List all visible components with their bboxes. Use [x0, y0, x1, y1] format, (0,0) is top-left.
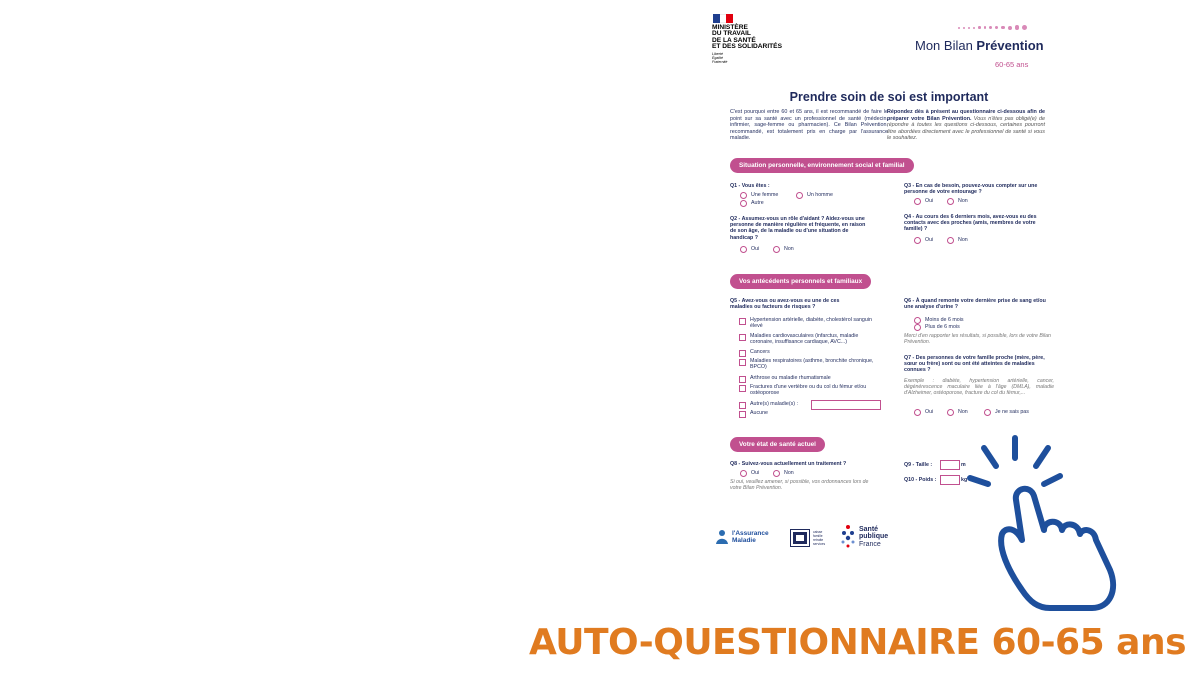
checkbox-icon [739, 376, 746, 383]
radio-icon [914, 409, 921, 416]
q7-option-non[interactable] [947, 409, 968, 416]
option-label: Non [958, 409, 968, 415]
radio-icon [914, 317, 921, 324]
logo-text: l'Assurance [732, 530, 769, 537]
option-label: Un homme [807, 192, 833, 198]
caisse-retraite-logo [790, 529, 825, 547]
radio-icon [773, 246, 780, 253]
option-label: Moins de 6 mois [925, 317, 964, 323]
checkbox-icon [739, 402, 746, 409]
option-label: Autre(s) maladie(s) : [750, 401, 798, 407]
q1-label: Q1 - Vous êtes : [730, 183, 770, 189]
radio-icon [740, 470, 747, 477]
q4-option-oui[interactable] [914, 237, 933, 244]
logo-text: France [859, 540, 881, 548]
q7-option-ne-sais-pas[interactable] [984, 409, 1029, 416]
q4-label: Q4 - Au cours des 6 derniers mois, avez-vous eu des contacts avec des proches (amis, membres de votre famille) ? [904, 214, 1037, 233]
logo-text: caisse [813, 530, 823, 534]
option-label: Oui [925, 198, 934, 204]
q5-other-disease-input[interactable] [811, 400, 881, 410]
ministry-line: DE LA SANTÉ [712, 36, 756, 44]
q3-label: Q3 - En cas de besoin, pouvez-vous compter sur une personne de votre entourage ? [904, 183, 1038, 196]
q5-option-cancers[interactable] [739, 349, 770, 357]
decorative-dots-icon [958, 25, 1027, 30]
q9-label: Q9 - Taille : [904, 462, 933, 468]
assurance-maladie-logo [715, 529, 769, 545]
intro-right [887, 109, 1045, 142]
weight-input[interactable] [940, 475, 960, 485]
document-title: Prendre soin de soi est important [789, 90, 989, 104]
checkbox-icon [739, 359, 746, 366]
q8-option-oui[interactable] [740, 470, 759, 477]
radio-icon [984, 409, 991, 416]
radio-icon [914, 324, 921, 331]
radio-icon [740, 246, 747, 253]
checkbox-icon [739, 350, 746, 357]
q8-option-non[interactable] [773, 470, 794, 477]
ministry-logo [712, 25, 782, 64]
option-label: Maladies cardiovasculaires (infarctus, maladie coronaire, insuffisance cardiaque, AVC...) [750, 333, 859, 345]
q7-example: Exemple : diabète, hypertension artérielle, cancer, dégénérescence maculaire liée à l'âge (DMLA), maladie d'Alzheimer, ostéoporose, fracture du col du fémur,... [904, 378, 1054, 397]
option-label: Maladies respiratoires (asthme, bronchite chronique, BPCO) [750, 358, 874, 370]
height-input[interactable] [940, 460, 960, 470]
q6-note: Merci d'en rapporter les résultats, si possible, lors de votre Bilan Prévention. [904, 333, 1051, 346]
checkbox-icon [739, 318, 746, 325]
radio-icon [914, 198, 921, 205]
french-flag-icon [713, 14, 733, 23]
checkbox-icon [739, 385, 746, 392]
option-label: Non [784, 246, 794, 252]
radio-icon [796, 192, 803, 199]
q5-option-hypertension[interactable] [739, 317, 879, 329]
option-label: Arthrose ou maladie rhumatismale [750, 375, 831, 381]
ministry-line: MINISTÈRE [712, 24, 748, 31]
option-label: Oui [925, 237, 934, 243]
sante-publique-france-logo [840, 524, 888, 550]
radio-icon [947, 237, 954, 244]
q3-option-non[interactable] [947, 198, 968, 205]
option-label: Oui [925, 409, 934, 415]
option-label: Plus de 6 mois [925, 324, 960, 330]
intro-left: C'est pourquoi entre 60 et 65 ans, il est recommandé de faire le point sur sa santé avec un professionnel de santé (médecin, infirmier, sage-femme ou pharmacien). Ce Bilan Prévention, recommandé, est totalement pris en charge par l'assurance maladie. [730, 109, 888, 142]
checkbox-icon [739, 411, 746, 418]
logo-text: publique [859, 533, 889, 541]
height-unit: m [961, 462, 966, 468]
q6-option-plus[interactable] [914, 324, 960, 331]
option-label: Je ne sais pas [995, 409, 1029, 415]
radio-icon [740, 200, 747, 207]
radio-icon [740, 192, 747, 199]
q1-option-femme[interactable] [740, 192, 778, 199]
checkbox-icon [739, 334, 746, 341]
logo-text: services [813, 542, 826, 546]
q1-option-autre[interactable] [740, 200, 764, 207]
option-label: Oui [751, 470, 760, 476]
radio-icon [947, 198, 954, 205]
q2-option-non[interactable] [773, 246, 794, 253]
radio-icon [773, 470, 780, 477]
motto-line: Fraternité [712, 60, 728, 65]
brand-prefix: Mon Bilan [915, 38, 977, 53]
option-label: Aucune [750, 410, 768, 416]
q5-option-respiratoires[interactable] [739, 358, 879, 370]
q4-option-non[interactable] [947, 237, 968, 244]
radio-icon [947, 409, 954, 416]
q2-option-oui[interactable] [740, 246, 759, 253]
section-header-sante: Votre état de santé actuel [730, 437, 825, 452]
option-label: Fractures d'une vertèbre ou du col du fémur et/ou ostéoporose [750, 384, 867, 396]
q6-label: Q6 - À quand remonte votre dernière prise de sang et/ou une analyse d'urine ? [904, 298, 1046, 311]
caisse-retraite-icon [790, 529, 810, 547]
sante-publique-icon [840, 524, 856, 550]
ministry-line: DU TRAVAIL [712, 30, 751, 38]
q10-label: Q10 - Poids : [904, 477, 937, 483]
option-label: Oui [751, 246, 760, 252]
ministry-line: ET DES SOLIDARITÉS [712, 43, 782, 51]
intro-right-italic: Vous n'êtes pas obligé(e) de répondre à toutes les questions ci-dessous, certaines pourront être abordées directement avec le professionnel de santé si vous le souhaitez. [887, 115, 1045, 142]
radio-icon [914, 237, 921, 244]
logo-text: Maladie [732, 537, 756, 544]
q5-option-autres[interactable] [739, 401, 798, 409]
option-label: Non [958, 237, 968, 243]
q8-note: Si oui, veuillez amener, si possible, vos ordonnances lors de votre Bilan Prévention. [730, 479, 869, 492]
motto-line: Égalité [712, 55, 723, 60]
option-label: Non [784, 470, 794, 476]
brand-title [915, 38, 1044, 53]
option-label: Autre [751, 200, 764, 206]
q6-option-moins[interactable] [914, 317, 964, 324]
logo-text: retraite [813, 538, 824, 542]
q7-label: Q7 - Des personnes de votre famille proche (mère, père, sœur ou frère) sont ou ont été atteintes de maladies connues ? [904, 355, 1045, 374]
option-label: Hypertension artérielle, diabète, cholestérol sanguin élevé [750, 317, 872, 329]
option-label: Cancers [750, 349, 770, 355]
option-label: Non [958, 198, 968, 204]
q5-option-cardio[interactable] [739, 333, 879, 345]
q3-option-oui[interactable] [914, 198, 933, 205]
q2-label: Q2 - Assumez-vous un rôle d'aidant ? Aidez-vous une personne de manière régulière et fréquente, en raison de son âge, de la maladie ou d'une situation de handicap ? [730, 216, 866, 241]
brand-emphasis: Prévention [976, 38, 1044, 53]
page-headline: AUTO-QUESTIONNAIRE 60-65 ans [528, 622, 1186, 663]
intro-right-bold: Répondez dès à présent au questionnaire ci-dessous afin de préparer votre Bilan Prévention. [887, 109, 1045, 122]
q1-option-homme[interactable] [796, 192, 833, 199]
q7-option-oui[interactable] [914, 409, 933, 416]
logo-text: Santé [859, 525, 879, 533]
logo-text: famille [813, 534, 823, 538]
assurance-maladie-icon [715, 529, 729, 545]
q8-label: Q8 - Suivez-vous actuellement un traitement ? [730, 461, 847, 467]
brand-age-range: 60-65 ans [995, 60, 1029, 69]
q5-option-aucune[interactable] [739, 410, 768, 418]
weight-unit: kg [961, 477, 968, 483]
q5-label: Q5 - Avez-vous ou avez-vous eu une de ces maladies ou facteurs de risques ? [730, 298, 840, 311]
q5-option-arthrose[interactable] [739, 375, 831, 383]
section-header-antecedents: Vos antécédents personnels et familiaux [730, 274, 871, 289]
tapping-hand-icon [960, 430, 1140, 615]
motto-line: Liberté [712, 51, 723, 56]
section-header-situation: Situation personnelle, environnement social et familial [730, 158, 914, 173]
option-label: Une femme [751, 192, 779, 198]
q5-option-fractures[interactable] [739, 384, 879, 396]
